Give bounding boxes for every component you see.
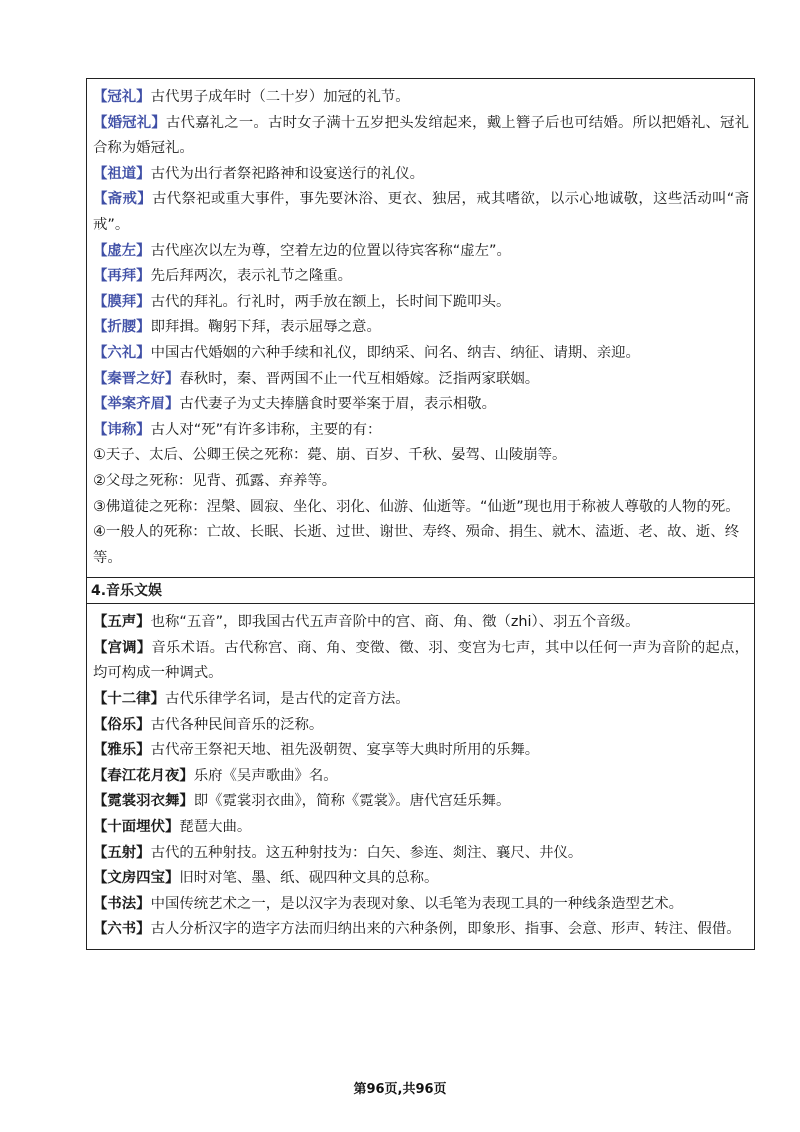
- entry-text: 古代的五种射技。这五种射技为：白矢、参连、剡注、襄尺、井仪。: [150, 844, 583, 861]
- euphemism-line: ①天子、太后、公卿王侯之死称：薨、崩、百岁、千秋、晏驾、山陵崩等。: [93, 447, 567, 464]
- entry-term: 【霓裳羽衣舞】: [93, 793, 194, 810]
- entry-hunguanli: [93, 111, 749, 162]
- entry-term: 【春江花月夜】: [93, 767, 194, 784]
- entry-text: 先后拜两次，表示礼节之隆重。: [150, 268, 353, 285]
- entry-term: 【冠礼】: [93, 89, 151, 105]
- entry-term: 【俗乐】: [93, 716, 151, 733]
- entry-text: 古代为出行者祭祀路神和设宴送行的礼仪。: [150, 165, 425, 182]
- euphemism-line: ③佛道徒之死称：涅槃、圆寂、坐化、羽化、仙游、仙逝等。“仙逝”现也用于称被人尊敬的人物的死。: [93, 498, 740, 515]
- entry-yayue: [93, 738, 749, 764]
- entry-text: 中国传统艺术之一，是以汉字为表现对象、以毛笔为表现工具的一种线条造型艺术。: [150, 895, 684, 912]
- entry-text: 古代乐律学名词，是古代的定音方法。: [164, 691, 410, 708]
- entry-huicheng: [93, 418, 749, 444]
- content-table: [86, 78, 755, 950]
- entry-text: 古人对“死”有许多讳称，主要的有：: [150, 421, 382, 438]
- entry-term: 【文房四宝】: [93, 870, 180, 887]
- entry-term: 【祖道】: [93, 165, 151, 182]
- entry-juan: [93, 392, 749, 418]
- entry-text: 古代各种民间音乐的泛称。: [150, 716, 324, 733]
- entry-term: 【六礼】: [93, 344, 151, 361]
- section-heading: 4.音乐文娱: [87, 577, 754, 603]
- entry-term: 【五声】: [93, 614, 151, 631]
- entry-text: 旧时对笔、墨、纸、砚四种文具的总称。: [179, 870, 439, 887]
- entry-text: 乐府《吴声歌曲》名。: [193, 767, 338, 784]
- entry-xuzuo: [93, 239, 749, 265]
- entry-text: 古代的拜礼。行礼时，两手放在额上，长时间下跪叩头。: [150, 293, 511, 310]
- entry-term: 【举案齐眉】: [93, 396, 180, 413]
- section-music: [87, 603, 754, 949]
- entry-wenfang: [93, 866, 749, 892]
- entry-liushu: [93, 917, 749, 943]
- entry-liuli: [93, 341, 749, 367]
- entry-text: 古代祭祀或重大事件，事先要沐浴、更衣、独居，戒其嗜欲，以示心地诚敬，这些活动叫“斋戒”。: [93, 191, 749, 233]
- entry-guanli: [93, 85, 749, 111]
- section-etiquette: [87, 79, 754, 577]
- entry-term: 【宫调】: [93, 639, 152, 656]
- entry-gongdiao: [93, 636, 749, 687]
- entry-term: 【虚左】: [93, 242, 151, 259]
- entry-wushe: [93, 841, 749, 867]
- entry-nishang: [93, 789, 749, 815]
- entry-qinjin: [93, 367, 749, 393]
- entry-text: 即《霓裳羽衣曲》，简称《霓裳》。唐代宫廷乐舞。: [193, 793, 511, 810]
- entry-shufa: [93, 892, 749, 918]
- page-number: 第96页,共96页: [353, 1082, 447, 1097]
- entry-term: 【秦晋之好】: [93, 370, 180, 387]
- entry-term: 【再拜】: [93, 268, 151, 285]
- entry-term: 【十二律】: [93, 691, 165, 708]
- entry-zudao: [93, 162, 749, 188]
- entry-term: 【五射】: [93, 844, 151, 861]
- entry-text: 中国古代婚姻的六种手续和礼仪，即纳采、问名、纳吉、纳征、请期、亲迎。: [150, 344, 640, 361]
- entry-shimian: [93, 815, 749, 841]
- entry-text: 音乐术语。古代称宫、商、角、变徵、徵、羽、变宫为七声，其中以任何一声为音阶的起点，均可构成一种调式。: [93, 639, 749, 682]
- entry-zaibai: [93, 264, 749, 290]
- entry-suyue: [93, 713, 749, 739]
- entry-text: 古代男子成年时（二十岁）加冠的礼节。: [150, 89, 410, 105]
- entry-term: 【膜拜】: [93, 293, 151, 310]
- entry-text: 古人分析汉字的造字方法而归纳出来的六种条例，即象形、指事、会意、形声、转注、假借。: [150, 921, 741, 938]
- entry-term: 【雅乐】: [93, 742, 151, 759]
- entry-text: 琵琶大曲。: [179, 819, 252, 836]
- entry-zhaijie: [93, 187, 749, 238]
- entry-term: 【十面埋伏】: [93, 819, 180, 836]
- euphemism-line: ②父母之死称：见背、孤露、弃养等。: [93, 472, 337, 489]
- entry-text: 古代妻子为丈夫捧膳食时要举案于眉，表示相敬。: [179, 396, 496, 413]
- entry-chunjiang: [93, 764, 749, 790]
- entry-text: 古代嘉礼之一。古时女子满十五岁把头发绾起来，戴上簪子后也可结婚。所以把婚礼、冠礼合称为婚冠礼。: [93, 114, 749, 157]
- entry-term: 【斋戒】: [93, 191, 152, 208]
- entry-shierlv: [93, 687, 749, 713]
- entry-text: 也称“五音”，即我国古代五声音阶中的宫、商、角、徵（zhi）、羽五个音级。: [150, 614, 640, 631]
- entry-term: 【婚冠礼】: [93, 114, 166, 131]
- entry-term: 【折腰】: [93, 319, 151, 336]
- entry-text: 古代帝王祭祀天地、祖先汲朝贺、宴享等大典时所用的乐舞。: [150, 742, 540, 759]
- entry-text: 春秋时，秦、晋两国不止一代互相婚嫁。泛指两家联姻。: [179, 370, 540, 387]
- entry-mobai: [93, 290, 749, 316]
- entry-text: 即拜揖。鞠躬下拜，表示屈辱之意。: [150, 319, 381, 336]
- entry-term: 【书法】: [93, 895, 151, 912]
- euphemism-line: ④一般人的死称：亡故、长眠、长逝、过世、谢世、寿终、殒命、捐生、就木、溘逝、老、故、逝、终等。: [93, 524, 740, 566]
- entry-term: 【六书】: [93, 921, 151, 938]
- entry-wusheng: [93, 610, 749, 636]
- entry-term: 【讳称】: [93, 421, 151, 438]
- entry-zheyao: [93, 315, 749, 341]
- entry-text: 古代座次以左为尊，空着左边的位置以待宾客称“虚左”。: [150, 242, 511, 259]
